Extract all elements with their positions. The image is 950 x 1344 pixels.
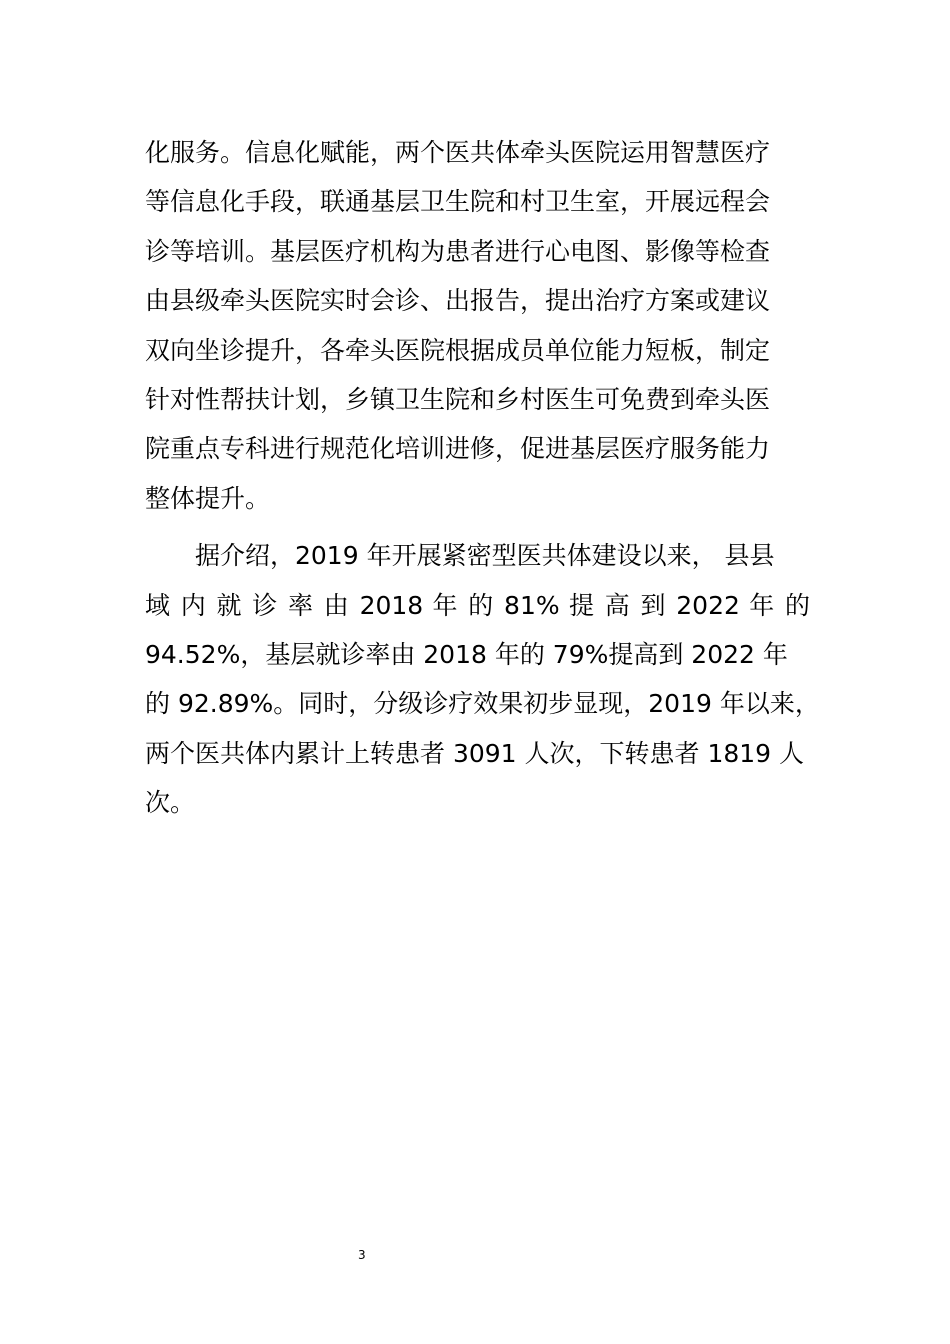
text-line: 等信息化手段，联通基层卫生院和村卫生室，开展远程会 — [145, 187, 771, 217]
text-line: 院重点专科进行规范化培训进修，促进基层医疗服务能力 — [145, 434, 771, 464]
text-line: 双向坐诊提升，各牵头医院根据成员单位能力短板，制定 — [145, 335, 771, 365]
page-number: 3 — [358, 1248, 366, 1262]
text-line: 两个医共体内累计上转患者 3091 人次，下转患者 1819 人 — [145, 738, 805, 768]
text-line: 94.52%，基层就诊率由 2018 年的 79%提高到 2022 年 — [145, 639, 788, 669]
text-line: 化服务。信息化赋能，两个医共体牵头医院运用智慧医疗 — [145, 138, 771, 167]
text-line: 针对性帮扶计划，乡镇卫生院和乡村医生可免费到牵头医 — [145, 384, 771, 414]
body-text — [145, 128, 820, 827]
text-line: 由县级牵头医院实时会诊、出报告，提出治疗方案或建议 — [145, 286, 771, 316]
text-line: 据介绍，2019 年开展紧密型医共体建设以来， 县县 — [145, 541, 775, 571]
paragraph-2 — [145, 531, 820, 827]
text-line: 域 内 就 诊 率 由 2018 年 的 81% 提 高 到 2022 年 的 — [145, 590, 810, 620]
text-line: 次。 — [145, 788, 196, 818]
text-line: 整体提升。 — [145, 483, 271, 513]
text-line: 诊等培训。基层医疗机构为患者进行心电图、影像等检查 — [145, 236, 771, 266]
text-line: 的 92.89%。同时，分级诊疗效果初步显现，2019 年以来， — [145, 689, 820, 719]
paragraph-gap — [145, 523, 810, 531]
paragraph-1 — [145, 128, 810, 523]
